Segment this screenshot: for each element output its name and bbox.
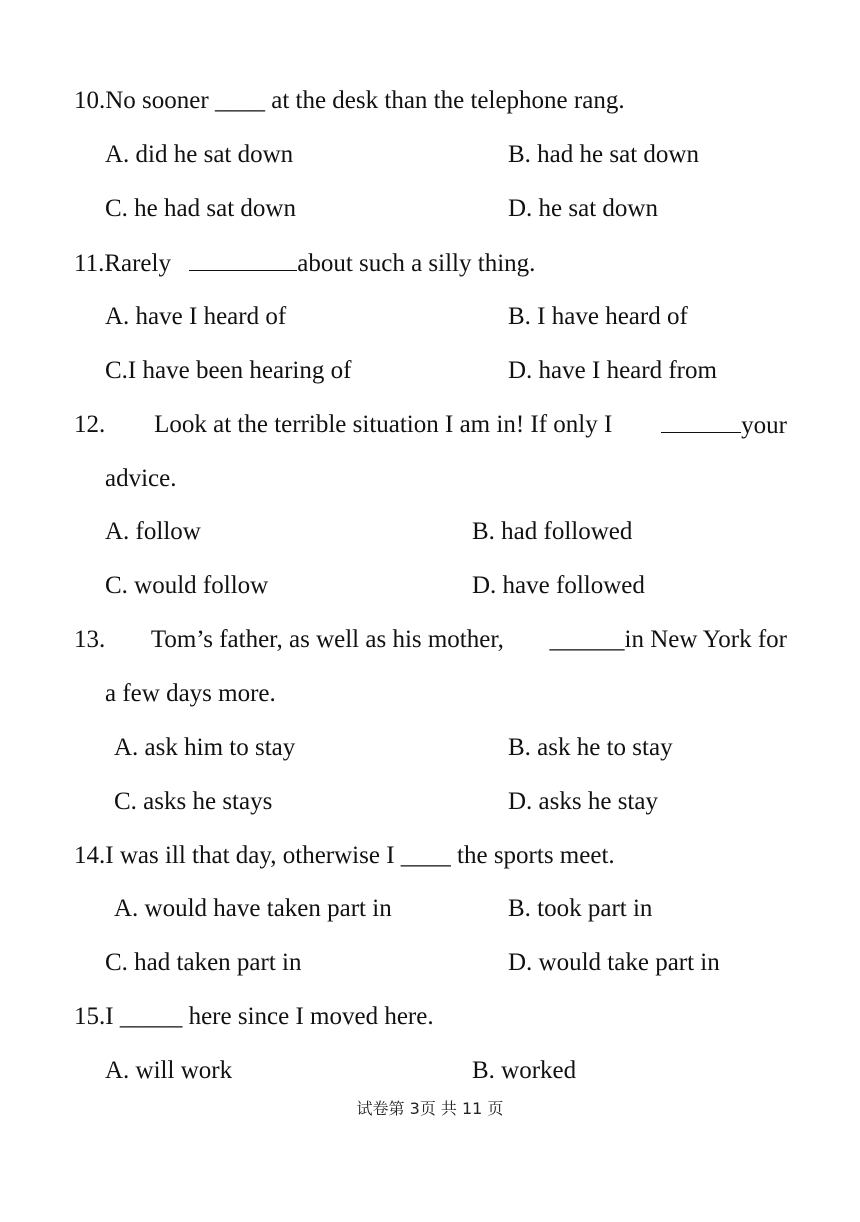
stem-text: Tom’s father, as well as his mother, bbox=[150, 626, 504, 653]
option-c: C.I have been hearing of bbox=[105, 357, 352, 384]
question-14-stem bbox=[74, 841, 615, 871]
option-a: A. will work bbox=[105, 1057, 233, 1084]
stem-tail bbox=[661, 410, 787, 441]
option-a: A. did he sat down bbox=[105, 141, 294, 168]
page-footer: 试卷第 3页 共 11 页 bbox=[356, 1099, 504, 1118]
answer-blank: _____ bbox=[119, 1003, 183, 1030]
stem-text: your bbox=[741, 412, 787, 439]
question-number: 14. bbox=[74, 842, 106, 869]
stem-text: No sooner bbox=[105, 87, 215, 114]
answer-blank: ____ bbox=[214, 87, 265, 114]
question-number: 11. bbox=[74, 250, 105, 277]
option-c: C. he had sat down bbox=[105, 195, 296, 222]
question-13-stem bbox=[74, 625, 787, 655]
option-d: D. he sat down bbox=[508, 195, 658, 222]
question-10-stem bbox=[74, 86, 625, 116]
option-d: D. have I heard from bbox=[508, 357, 717, 384]
option-b: B. I have heard of bbox=[508, 303, 688, 330]
stem-text: Look at the terrible situation I am in! If only I bbox=[154, 411, 613, 438]
question-number: 13. bbox=[74, 626, 106, 653]
stem-text: the sports meet. bbox=[450, 842, 615, 869]
stem-text: at the desk than the telephone rang. bbox=[264, 87, 625, 114]
question-15-stem bbox=[74, 1002, 434, 1032]
option-b: B. had followed bbox=[472, 518, 633, 545]
answer-blank: ____ bbox=[400, 842, 451, 869]
option-d: D. have followed bbox=[472, 572, 645, 599]
stem-text: in New York for bbox=[624, 626, 787, 653]
option-b: B. ask he to stay bbox=[508, 734, 673, 761]
stem-text: I bbox=[105, 1003, 120, 1030]
stem-text: Rarely bbox=[104, 250, 178, 277]
stem-text: here since I moved here. bbox=[182, 1003, 434, 1030]
question-number: 12. bbox=[74, 411, 106, 438]
stem-continuation: a few days more. bbox=[105, 680, 276, 707]
answer-blank: ______ bbox=[549, 626, 625, 653]
question-number: 10. bbox=[74, 87, 106, 114]
answer-blank bbox=[189, 248, 297, 271]
option-a: A. ask him to stay bbox=[114, 734, 296, 761]
answer-blank bbox=[661, 410, 741, 433]
question-number: 15. bbox=[74, 1003, 106, 1030]
option-d: D. asks he stay bbox=[508, 788, 658, 815]
option-b: B. took part in bbox=[508, 895, 653, 922]
option-d: D. would take part in bbox=[508, 949, 720, 976]
option-c: C. asks he stays bbox=[114, 788, 273, 815]
option-a: A. have I heard of bbox=[105, 303, 287, 330]
option-a: A. would have taken part in bbox=[114, 895, 392, 922]
option-c: C. had taken part in bbox=[105, 949, 302, 976]
stem-text: about such a silly thing. bbox=[297, 250, 536, 277]
option-c: C. would follow bbox=[105, 572, 269, 599]
stem-continuation: advice. bbox=[105, 465, 177, 492]
option-a: A. follow bbox=[105, 518, 201, 545]
stem-tail bbox=[550, 625, 788, 655]
question-11-stem bbox=[74, 248, 535, 279]
question-12-stem bbox=[74, 410, 787, 441]
stem-text: I was ill that day, otherwise I bbox=[105, 842, 401, 869]
option-b: B. had he sat down bbox=[508, 141, 699, 168]
option-b: B. worked bbox=[472, 1057, 577, 1084]
